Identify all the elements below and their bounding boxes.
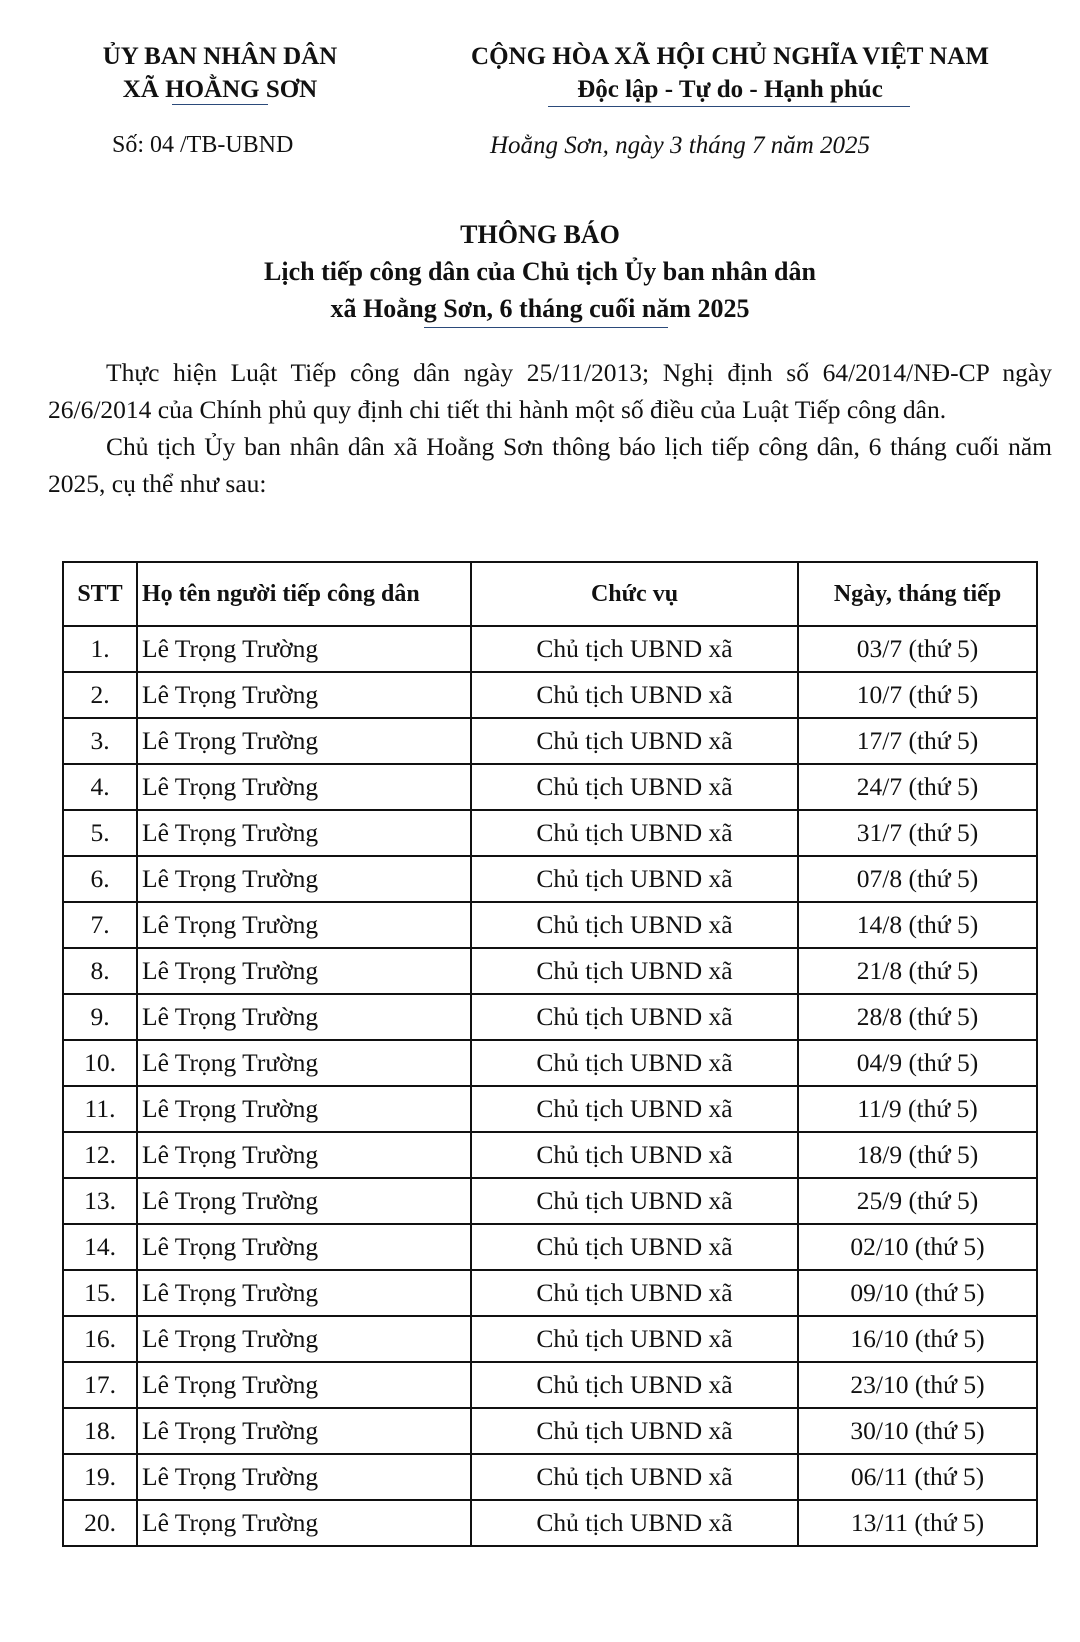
cell-role: Chủ tịch UBND xã [471,1132,798,1178]
cell-name: Lê Trọng Trường [137,626,471,672]
cell-stt: 3. [63,718,137,764]
table-row [63,856,1037,902]
cell-stt: 10. [63,1040,137,1086]
cell-name: Lê Trọng Trường [137,1132,471,1178]
cell-name: Lê Trọng Trường [137,1454,471,1500]
table-row [63,948,1037,994]
cell-date: 10/7 (thứ 5) [798,672,1037,718]
table-row [63,1362,1037,1408]
notice-title: THÔNG BÁO [460,220,620,249]
cell-date: 31/7 (thứ 5) [798,810,1037,856]
agency-header [60,40,380,106]
cell-role: Chủ tịch UBND xã [471,856,798,902]
cell-name: Lê Trọng Trường [137,902,471,948]
notice-title-block [0,216,1080,327]
cell-role: Chủ tịch UBND xã [471,1270,798,1316]
cell-date: 07/8 (thứ 5) [798,856,1037,902]
cell-date: 30/10 (thứ 5) [798,1408,1037,1454]
cell-role: Chủ tịch UBND xã [471,1040,798,1086]
cell-role: Chủ tịch UBND xã [471,718,798,764]
cell-date: 16/10 (thứ 5) [798,1316,1037,1362]
cell-name: Lê Trọng Trường [137,810,471,856]
cell-stt: 9. [63,994,137,1040]
cell-name: Lê Trọng Trường [137,1086,471,1132]
cell-stt: 20. [63,1500,137,1546]
cell-name: Lê Trọng Trường [137,1270,471,1316]
table-row [63,1132,1037,1178]
cell-role: Chủ tịch UBND xã [471,994,798,1040]
cell-role: Chủ tịch UBND xã [471,626,798,672]
cell-role: Chủ tịch UBND xã [471,1362,798,1408]
cell-date: 18/9 (thứ 5) [798,1132,1037,1178]
body-paragraph-legal-basis: Thực hiện Luật Tiếp công dân ngày 25/11/2013; Nghị định số 64/2014/NĐ-CP ngày 26/6/2014 của Chính phủ quy định chi tiết thi hành một số điều của Luật Tiếp công dân. [48,358,1052,424]
nation-name: CỘNG HÒA XÃ HỘI CHỦ NGHĨA VIỆT NAM [471,43,989,70]
table-row [63,1270,1037,1316]
cell-role: Chủ tịch UBND xã [471,810,798,856]
cell-name: Lê Trọng Trường [137,718,471,764]
cell-date: 14/8 (thứ 5) [798,902,1037,948]
cell-stt: 12. [63,1132,137,1178]
cell-name: Lê Trọng Trường [137,672,471,718]
notice-body [48,354,1052,502]
notice-subtitle-1: Lịch tiếp công dân của Chủ tịch Ủy ban nhân dân [264,257,816,286]
cell-role: Chủ tịch UBND xã [471,1086,798,1132]
table-row [63,1454,1037,1500]
document-number: Số: 04 /TB-UBND [112,132,294,158]
table-row [63,902,1037,948]
cell-stt: 4. [63,764,137,810]
cell-name: Lê Trọng Trường [137,1408,471,1454]
cell-role: Chủ tịch UBND xã [471,1454,798,1500]
table-row [63,764,1037,810]
cell-stt: 8. [63,948,137,994]
table-row [63,1040,1037,1086]
cell-date: 23/10 (thứ 5) [798,1362,1037,1408]
cell-date: 21/8 (thứ 5) [798,948,1037,994]
motto-underline [548,106,910,107]
cell-stt: 7. [63,902,137,948]
commune-name: XÃ HOẰNG SƠN [122,76,318,103]
cell-name: Lê Trọng Trường [137,1040,471,1086]
title-underline [424,327,668,328]
cell-name: Lê Trọng Trường [137,1224,471,1270]
cell-name: Lê Trọng Trường [137,1362,471,1408]
agency-underline [172,104,268,105]
cell-role: Chủ tịch UBND xã [471,1178,798,1224]
cell-stt: 17. [63,1362,137,1408]
table-row [63,1316,1037,1362]
cell-name: Lê Trọng Trường [137,994,471,1040]
table-row [63,810,1037,856]
table-row [63,718,1037,764]
cell-role: Chủ tịch UBND xã [471,902,798,948]
table-row [63,994,1037,1040]
body-paragraph-announcement: Chủ tịch Ủy ban nhân dân xã Hoằng Sơn thông báo lịch tiếp công dân, 6 tháng cuối năm 2025, cụ thể như sau: [48,432,1052,498]
cell-stt: 5. [63,810,137,856]
cell-stt: 15. [63,1270,137,1316]
header-name: Họ tên người tiếp công dân [137,562,471,626]
header-date: Ngày, tháng tiếp [798,562,1037,626]
cell-role: Chủ tịch UBND xã [471,1408,798,1454]
cell-role: Chủ tịch UBND xã [471,1316,798,1362]
cell-name: Lê Trọng Trường [137,856,471,902]
cell-stt: 13. [63,1178,137,1224]
table-row [63,626,1037,672]
cell-role: Chủ tịch UBND xã [471,948,798,994]
nation-header [420,40,1040,106]
table-row [63,1178,1037,1224]
place-date: Hoằng Sơn, ngày 3 tháng 7 năm 2025 [490,132,870,159]
cell-stt: 18. [63,1408,137,1454]
cell-date: 28/8 (thứ 5) [798,994,1037,1040]
table-row [63,672,1037,718]
schedule-rows [63,626,1037,1546]
cell-role: Chủ tịch UBND xã [471,672,798,718]
cell-date: 02/10 (thứ 5) [798,1224,1037,1270]
nation-motto: Độc lập - Tự do - Hạnh phúc [577,76,883,103]
cell-stt: 19. [63,1454,137,1500]
header-role: Chức vụ [471,562,798,626]
cell-date: 09/10 (thứ 5) [798,1270,1037,1316]
cell-stt: 14. [63,1224,137,1270]
cell-date: 04/9 (thứ 5) [798,1040,1037,1086]
cell-date: 06/11 (thứ 5) [798,1454,1037,1500]
table-row [63,1224,1037,1270]
cell-date: 13/11 (thứ 5) [798,1500,1037,1546]
notice-subtitle-2: xã Hoằng Sơn, 6 tháng cuối năm 2025 [330,294,750,323]
cell-date: 17/7 (thứ 5) [798,718,1037,764]
cell-name: Lê Trọng Trường [137,1316,471,1362]
cell-stt: 16. [63,1316,137,1362]
cell-date: 24/7 (thứ 5) [798,764,1037,810]
cell-stt: 2. [63,672,137,718]
cell-name: Lê Trọng Trường [137,1500,471,1546]
cell-role: Chủ tịch UBND xã [471,1500,798,1546]
cell-date: 03/7 (thứ 5) [798,626,1037,672]
cell-name: Lê Trọng Trường [137,764,471,810]
cell-name: Lê Trọng Trường [137,948,471,994]
table-row [63,1086,1037,1132]
cell-stt: 6. [63,856,137,902]
header-stt: STT [63,562,137,626]
table-header-row [63,562,1037,626]
table-row [63,1500,1037,1546]
agency-name: ỦY BAN NHÂN DÂN [102,43,338,70]
cell-name: Lê Trọng Trường [137,1178,471,1224]
cell-stt: 1. [63,626,137,672]
table-row [63,1408,1037,1454]
cell-date: 11/9 (thứ 5) [798,1086,1037,1132]
cell-role: Chủ tịch UBND xã [471,764,798,810]
cell-role: Chủ tịch UBND xã [471,1224,798,1270]
cell-date: 25/9 (thứ 5) [798,1178,1037,1224]
schedule-table [62,561,1038,1547]
cell-stt: 11. [63,1086,137,1132]
